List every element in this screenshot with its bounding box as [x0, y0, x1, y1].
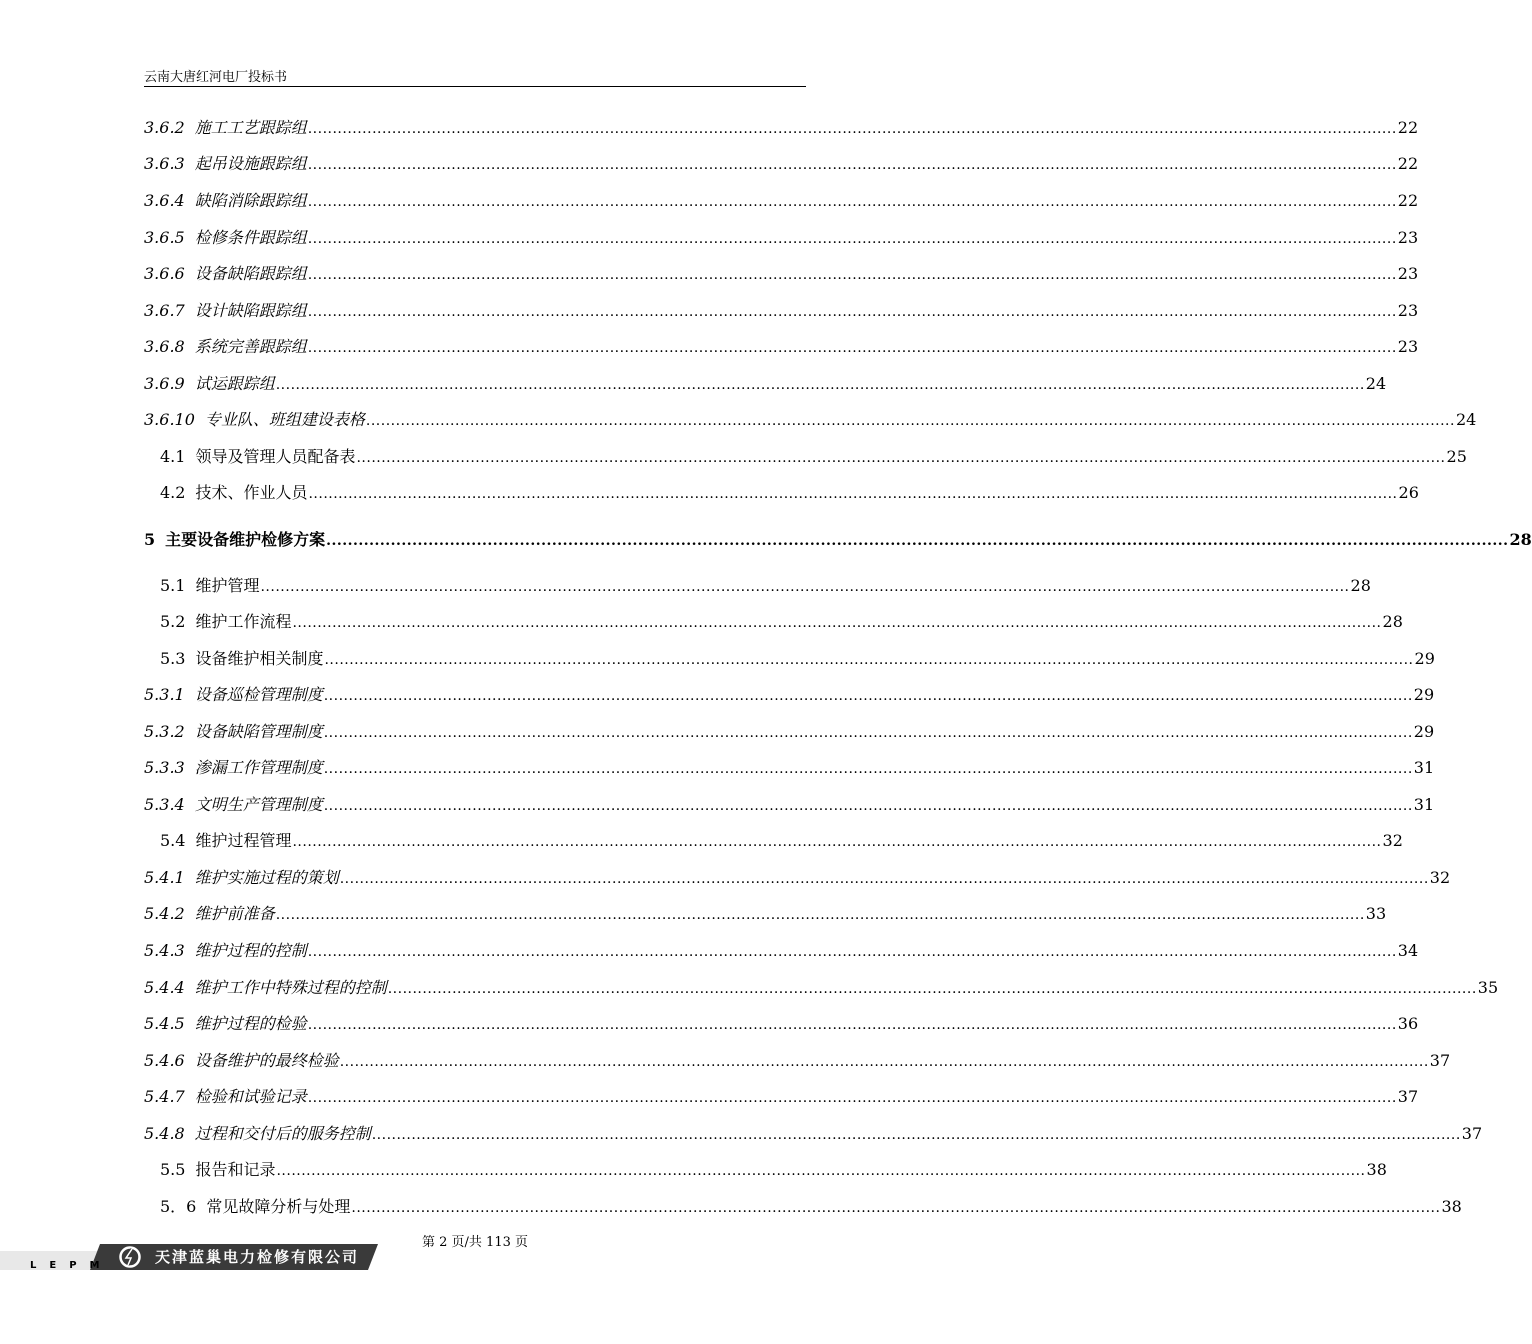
toc-entry[interactable]: [144, 860, 1451, 896]
toc-entry[interactable]: [144, 256, 1419, 292]
toc-dot-leader: ............................................................................................................................................................................................................................: [307, 267, 1397, 283]
toc-entry-title: 主要设备维护检修方案: [165, 530, 326, 549]
toc-entry-number: 3.6.4: [144, 191, 185, 210]
toc-dot-leader: ............................................................................................................................................................................................................................: [324, 652, 1414, 668]
toc-entry-page: 37: [1429, 1051, 1451, 1070]
toc-entry-page: 23: [1397, 228, 1419, 247]
toc-entry-title: 维护管理: [195, 576, 260, 595]
toc-entry-page: 29: [1413, 722, 1435, 741]
toc-entry-title: 领导及管理人员配备表: [195, 447, 356, 466]
toc-dot-leader: ............................................................................................................................................................................................................................: [307, 121, 1397, 137]
toc-entry-page: 26: [1398, 483, 1419, 502]
toc-entry-number: 3.6.8: [144, 337, 185, 356]
toc-entry[interactable]: [144, 933, 1419, 969]
toc-entry[interactable]: [144, 750, 1435, 786]
toc-dot-leader: ............................................................................................................................................................................................................................: [323, 688, 1413, 704]
toc-dot-leader: ............................................................................................................................................................................................................................: [326, 533, 1509, 549]
toc-entry-title: 设计缺陷跟踪组: [194, 301, 307, 320]
toc-dot-leader: ............................................................................................................................................................................................................................: [387, 981, 1477, 997]
toc-entry-title: 检修条件跟踪组: [194, 228, 307, 247]
toc-entry[interactable]: [144, 970, 1499, 1006]
toc-entry-page: 28: [1350, 576, 1371, 595]
toc-dot-leader: ............................................................................................................................................................................................................................: [307, 194, 1397, 210]
toc-entry-page: 29: [1413, 685, 1435, 704]
toc-entry[interactable]: [144, 183, 1419, 219]
toc-entry-title: 试运跟踪组: [194, 374, 275, 393]
toc-entry-number: 3.6.6: [144, 264, 185, 283]
toc-entry-number: 5.4.8: [144, 1124, 185, 1143]
toc-entry-page: 32: [1429, 868, 1451, 887]
toc-dot-leader: ............................................................................................................................................................................................................................: [307, 157, 1397, 173]
toc-dot-leader: ............................................................................................................................................................................................................................: [276, 1163, 1366, 1179]
toc-entry-page: 31: [1413, 795, 1435, 814]
toc-entry-number: 3.6.5: [144, 228, 185, 247]
toc-entry[interactable]: [144, 896, 1387, 932]
company-name: 天津蓝巢电力检修有限公司: [155, 1248, 360, 1266]
toc-dot-leader: ............................................................................................................................................................................................................................: [351, 1200, 1441, 1216]
toc-entry-title: 系统完善跟踪组: [194, 337, 307, 356]
page-header: [144, 66, 806, 87]
toc-dot-leader: ............................................................................................................................................................................................................................: [307, 1017, 1397, 1033]
toc-entry-title: 常见故障分析与处理: [206, 1197, 351, 1216]
toc-entry[interactable]: [144, 1006, 1419, 1042]
toc-dot-leader: ............................................................................................................................................................................................................................: [292, 834, 1382, 850]
toc-entry-title: 维护过程管理: [195, 831, 292, 850]
toc-entry[interactable]: [144, 110, 1419, 146]
toc-entry-number: 5.4: [160, 831, 186, 850]
toc-entry-number: 3.6.10: [144, 410, 195, 429]
toc-entry-page: 22: [1397, 154, 1419, 173]
toc-entry-page: 25: [1446, 447, 1467, 466]
toc-entry-number: 5.4.2: [144, 904, 185, 923]
toc-entry[interactable]: [144, 1116, 1483, 1152]
toc-entry-title: 维护前准备: [194, 904, 275, 923]
toc-dot-leader: ............................................................................................................................................................................................................................: [356, 450, 1446, 466]
toc-entry[interactable]: [144, 1043, 1451, 1079]
toc-entry-title: 维护工作流程: [195, 612, 292, 631]
toc-entry-page: 23: [1397, 264, 1419, 283]
toc-entry-number: 5.3.2: [144, 722, 185, 741]
toc-entry-title: 设备缺陷管理制度: [194, 722, 323, 741]
toc-entry-title: 维护工作中特殊过程的控制: [194, 978, 387, 997]
toc-entry[interactable]: [144, 522, 1532, 558]
toc-entry-page: 36: [1397, 1014, 1419, 1033]
toc-entry-number: 5.4.1: [144, 868, 185, 887]
toc-entry-page: 37: [1461, 1124, 1483, 1143]
toc-entry-title: 设备维护的最终检验: [194, 1051, 339, 1070]
toc-entry-page: 24: [1455, 410, 1477, 429]
toc-entry[interactable]: [144, 1079, 1419, 1115]
toc-entry-page: 38: [1366, 1160, 1387, 1179]
toc-entry-title: 维护实施过程的策划: [194, 868, 339, 887]
toc-dot-leader: ............................................................................................................................................................................................................................: [275, 907, 1365, 923]
toc-entry-number: 5．6: [160, 1197, 197, 1216]
toc-entry[interactable]: [144, 293, 1419, 329]
toc-entry-page: 33: [1365, 904, 1387, 923]
toc-entry[interactable]: [144, 714, 1435, 750]
toc-entry-page: 23: [1397, 301, 1419, 320]
toc-dot-leader: ............................................................................................................................................................................................................................: [308, 486, 1398, 502]
toc-entry-title: 渗漏工作管理制度: [194, 758, 323, 777]
toc-entry-number: 5.4.6: [144, 1051, 185, 1070]
toc-entry-number: 4.2: [160, 483, 186, 502]
toc-entry-title: 检验和试验记录: [194, 1087, 307, 1106]
toc-entry[interactable]: [160, 1152, 1387, 1188]
toc-entry-number: 5.4.3: [144, 941, 185, 960]
toc-entry-title: 起吊设施跟踪组: [194, 154, 307, 173]
toc-entry-number: 5.3.1: [144, 685, 185, 704]
toc-entry-title: 维护过程的检验: [194, 1014, 307, 1033]
toc-entry[interactable]: [144, 329, 1419, 365]
toc-entry[interactable]: [144, 146, 1419, 182]
header-title: 云南大唐红河电厂投标书: [144, 70, 288, 85]
toc-dot-leader: ............................................................................................................................................................................................................................: [339, 1054, 1429, 1070]
toc-entry-page: 37: [1397, 1087, 1419, 1106]
brand-lettering: LEPM: [30, 1260, 113, 1271]
toc-dot-leader: ............................................................................................................................................................................................................................: [275, 377, 1365, 393]
toc-entry-page: 22: [1397, 191, 1419, 210]
toc-entry-number: 5.3.4: [144, 795, 185, 814]
toc-entry-page: 32: [1382, 831, 1403, 850]
toc-entry[interactable]: [160, 823, 1403, 859]
toc-entry-title: 报告和记录: [195, 1160, 276, 1179]
toc-entry[interactable]: [160, 1189, 1462, 1225]
toc-entry-page: 28: [1382, 612, 1403, 631]
company-logo-icon: [118, 1246, 142, 1268]
toc-entry-page: 28: [1509, 530, 1532, 549]
toc-entry-number: 3.6.3: [144, 154, 185, 173]
toc-entry-number: 5.3.3: [144, 758, 185, 777]
toc-entry-number: 5.4.5: [144, 1014, 185, 1033]
toc-entry-page: 23: [1397, 337, 1419, 356]
toc-dot-leader: ............................................................................................................................................................................................................................: [339, 871, 1429, 887]
toc-entry-number: 3.6.9: [144, 374, 185, 393]
toc-entry-title: 维护过程的控制: [194, 941, 307, 960]
toc-entry-number: 5.2: [160, 612, 186, 631]
toc-dot-leader: ............................................................................................................................................................................................................................: [307, 231, 1397, 247]
toc-entry-number: 5: [144, 530, 156, 549]
toc-entry[interactable]: [160, 568, 1371, 604]
toc-entry-title: 施工工艺跟踪组: [194, 118, 307, 137]
toc-entry-number: 5.3: [160, 649, 186, 668]
toc-entry-page: 31: [1413, 758, 1435, 777]
toc-entry-page: 29: [1414, 649, 1435, 668]
toc-entry-page: 35: [1477, 978, 1499, 997]
toc-dot-leader: ............................................................................................................................................................................................................................: [292, 615, 1382, 631]
toc-entry-page: 24: [1365, 374, 1387, 393]
toc-entry-page: 34: [1397, 941, 1419, 960]
toc-dot-leader: ............................................................................................................................................................................................................................: [260, 579, 1350, 595]
toc-entry[interactable]: [144, 220, 1419, 256]
page-number: 第 2 页/共 113 页: [422, 1235, 528, 1250]
toc-entry-title: 过程和交付后的服务控制: [194, 1124, 371, 1143]
toc-dot-leader: ............................................................................................................................................................................................................................: [365, 413, 1455, 429]
toc-dot-leader: ............................................................................................................................................................................................................................: [323, 725, 1413, 741]
toc-entry-title: 专业队、班组建设表格: [204, 410, 365, 429]
toc-entry-number: 5.1: [160, 576, 186, 595]
toc-entry-title: 文明生产管理制度: [194, 795, 323, 814]
toc-dot-leader: ............................................................................................................................................................................................................................: [323, 761, 1413, 777]
toc-entry-title: 技术、作业人员: [195, 483, 308, 502]
toc-entry[interactable]: [160, 475, 1419, 511]
toc-entry-number: 4.1: [160, 447, 186, 466]
toc-entry-title: 设备巡检管理制度: [194, 685, 323, 704]
toc-entry[interactable]: [144, 677, 1435, 713]
toc-entry-number: 5.4.4: [144, 978, 185, 997]
toc-dot-leader: ............................................................................................................................................................................................................................: [307, 1090, 1397, 1106]
toc-entry-title: 设备维护相关制度: [195, 649, 324, 668]
toc-dot-leader: ............................................................................................................................................................................................................................: [307, 304, 1397, 320]
toc-entry-title: 设备缺陷跟踪组: [194, 264, 307, 283]
toc-entry[interactable]: [144, 787, 1435, 823]
toc-entry-title: 缺陷消除跟踪组: [194, 191, 307, 210]
toc-dot-leader: ............................................................................................................................................................................................................................: [323, 798, 1413, 814]
toc-entry-page: 22: [1397, 118, 1419, 137]
toc-entry-number: 3.6.2: [144, 118, 185, 137]
toc-dot-leader: ............................................................................................................................................................................................................................: [371, 1127, 1461, 1143]
toc-entry[interactable]: [144, 402, 1477, 438]
toc-entry-number: 3.6.7: [144, 301, 185, 320]
toc-entry-number: 5.5: [160, 1160, 186, 1179]
toc-entry[interactable]: [160, 604, 1403, 640]
toc-entry[interactable]: [144, 366, 1387, 402]
toc-entry[interactable]: [160, 439, 1467, 475]
toc-entry-number: 5.4.7: [144, 1087, 185, 1106]
toc-entry-page: 38: [1441, 1197, 1462, 1216]
toc-dot-leader: ............................................................................................................................................................................................................................: [307, 340, 1397, 356]
toc-entry[interactable]: [160, 641, 1435, 677]
toc-dot-leader: ............................................................................................................................................................................................................................: [307, 944, 1397, 960]
